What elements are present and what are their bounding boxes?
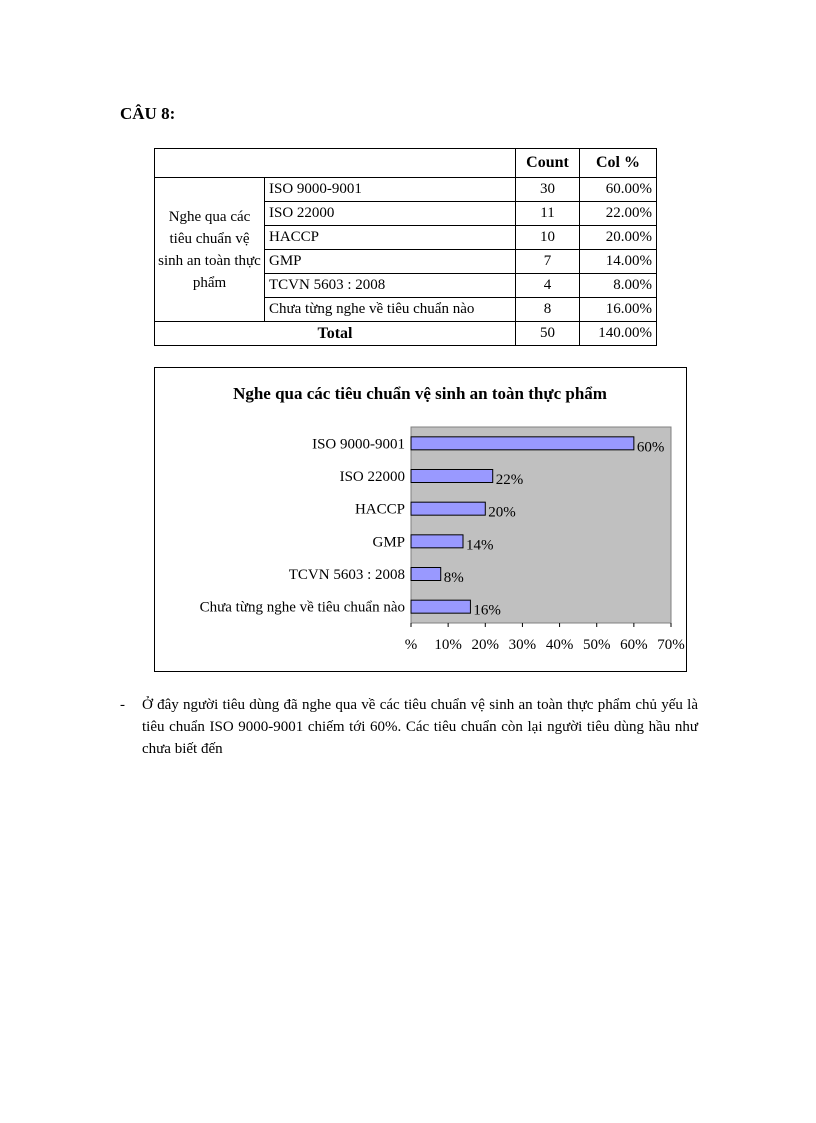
total-pct: 140.00% xyxy=(580,322,657,346)
note-bullet: - xyxy=(120,697,125,713)
row-item: TCVN 5603 : 2008 xyxy=(265,274,516,298)
row-item: ISO 9000-9001 xyxy=(265,178,516,202)
row-pct: 22.00% xyxy=(580,202,657,226)
group-label: Nghe qua các tiêu chuẩn vệ sinh an toàn thực phẩm xyxy=(155,178,265,322)
category-label: GMP xyxy=(372,534,405,551)
bar xyxy=(411,600,470,613)
header-cell-empty xyxy=(155,149,516,178)
row-item: ISO 22000 xyxy=(265,202,516,226)
x-tick-label: 60% xyxy=(620,637,648,653)
category-label: Chưa từng nghe về tiêu chuẩn nào xyxy=(199,599,405,616)
data-label: 16% xyxy=(473,602,501,619)
x-tick-label: 70% xyxy=(657,637,685,653)
row-pct: 8.00% xyxy=(580,274,657,298)
note-paragraph xyxy=(120,694,698,760)
row-pct: 20.00% xyxy=(580,226,657,250)
table-header-row xyxy=(155,149,657,178)
row-item: HACCP xyxy=(265,226,516,250)
x-tick-label: 20% xyxy=(471,637,500,653)
bar-chart xyxy=(155,368,686,671)
chart-title: Nghe qua các tiêu chuẩn vệ sinh an toàn thực phẩm xyxy=(233,384,607,403)
category-label: ISO 22000 xyxy=(339,469,405,485)
data-label: 14% xyxy=(466,537,494,554)
plot-area xyxy=(411,427,671,623)
x-tick-label: % xyxy=(404,637,418,653)
data-label: 20% xyxy=(488,504,516,521)
bar xyxy=(411,470,493,483)
bar xyxy=(411,437,634,450)
row-pct: 14.00% xyxy=(580,250,657,274)
row-count: 10 xyxy=(516,226,580,250)
stats-table xyxy=(154,148,657,346)
x-tick-label: 50% xyxy=(582,637,611,653)
row-count: 4 xyxy=(516,274,580,298)
bar xyxy=(411,502,485,515)
row-pct: 60.00% xyxy=(580,178,657,202)
total-row xyxy=(155,322,657,346)
category-label: HACCP xyxy=(354,501,405,518)
table-row xyxy=(155,178,657,202)
bar xyxy=(411,568,441,581)
chart-container xyxy=(154,367,687,672)
x-tick-label: 30% xyxy=(508,637,537,653)
note-text: Ở đây người tiêu dùng đã nghe qua về các tiêu chuẩn vệ sinh an toàn thực phẩm chủ yếu là tiêu chuẩn ISO 9000-9001 chiếm tới 60%. Các tiêu chuẩn còn lại người tiêu dùng hầu như chưa biết đến xyxy=(142,697,698,757)
x-tick-label: 40% xyxy=(545,637,574,653)
total-count: 50 xyxy=(516,322,580,346)
row-item: Chưa từng nghe về tiêu chuẩn nào xyxy=(265,298,516,322)
row-count: 8 xyxy=(516,298,580,322)
question-heading: CÂU 8: xyxy=(120,104,176,123)
x-tick-label: 10% xyxy=(434,637,462,653)
row-count: 7 xyxy=(516,250,580,274)
category-label: ISO 9000-9001 xyxy=(312,436,405,453)
header-col-pct: Col % xyxy=(580,149,657,178)
row-count: 11 xyxy=(516,202,580,226)
bar xyxy=(411,535,463,548)
data-label: 60% xyxy=(636,439,665,456)
row-count: 30 xyxy=(516,178,580,202)
total-label: Total xyxy=(155,322,516,346)
data-label: 22% xyxy=(495,472,524,488)
header-count: Count xyxy=(516,149,580,178)
data-label: 8% xyxy=(443,570,464,586)
row-item: GMP xyxy=(265,250,516,274)
category-label: TCVN 5603 : 2008 xyxy=(288,567,405,583)
row-pct: 16.00% xyxy=(580,298,657,322)
